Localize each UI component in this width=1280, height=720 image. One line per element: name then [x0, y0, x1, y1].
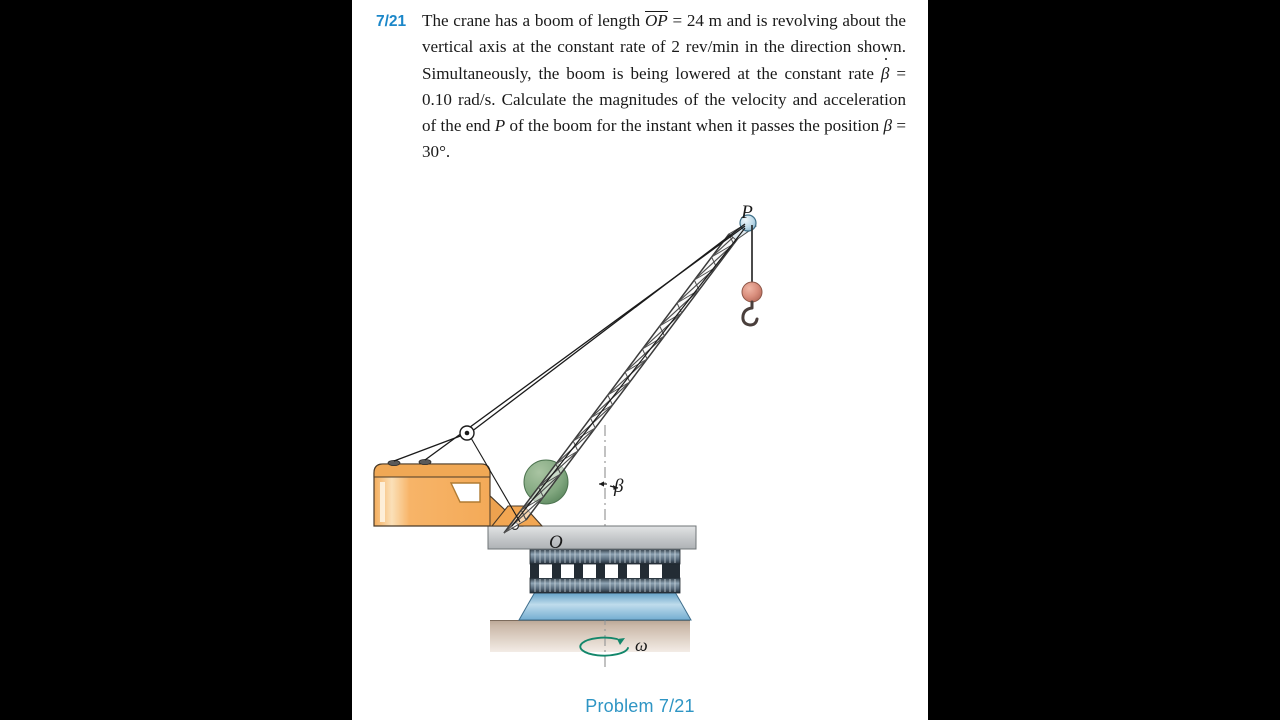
text-seg-beta-dot: β: [881, 61, 890, 87]
text-seg-op-overline: OP: [644, 11, 668, 30]
text-seg-6: of the boom for the instant when it passes the position: [505, 116, 884, 136]
textbook-page: [352, 0, 928, 720]
guy-cable-pulley: [460, 426, 474, 440]
text-seg-8: = 30°.: [422, 116, 906, 162]
text-seg-4: = 0.10 rad/s. Calculate the magnitudes of the velocity and acceleration of the end: [422, 63, 906, 136]
omega-label: ω: [635, 635, 648, 655]
crane-diagram: [352, 196, 928, 676]
turntable-platform: [488, 526, 696, 549]
figure-caption: Problem 7/21: [585, 696, 695, 716]
problem-statement: [376, 8, 906, 166]
problem-body-text: [422, 8, 906, 166]
ground: [490, 620, 690, 652]
text-seg-2: = 24 m and is revolving about the vertical axis at the constant rate of 2 rev/min in the direction shown. Simultaneously, the boom is being lowered at the constant rate: [422, 11, 907, 83]
hoist-assembly: [742, 225, 762, 325]
text-seg-p: P: [494, 116, 506, 136]
problem-number: 7/21: [376, 13, 407, 30]
beta-angle-indicator: [599, 476, 624, 497]
text-seg-0: The crane has a boom of length: [422, 11, 645, 30]
slew-ring-assembly: [530, 549, 680, 593]
label-p: P: [741, 202, 753, 223]
hook: [743, 302, 757, 325]
hook-ball: [742, 282, 762, 302]
beta-label: β: [614, 476, 624, 497]
label-o: O: [549, 532, 563, 553]
text-seg-beta: β: [883, 116, 893, 136]
crane-base: [519, 592, 691, 620]
